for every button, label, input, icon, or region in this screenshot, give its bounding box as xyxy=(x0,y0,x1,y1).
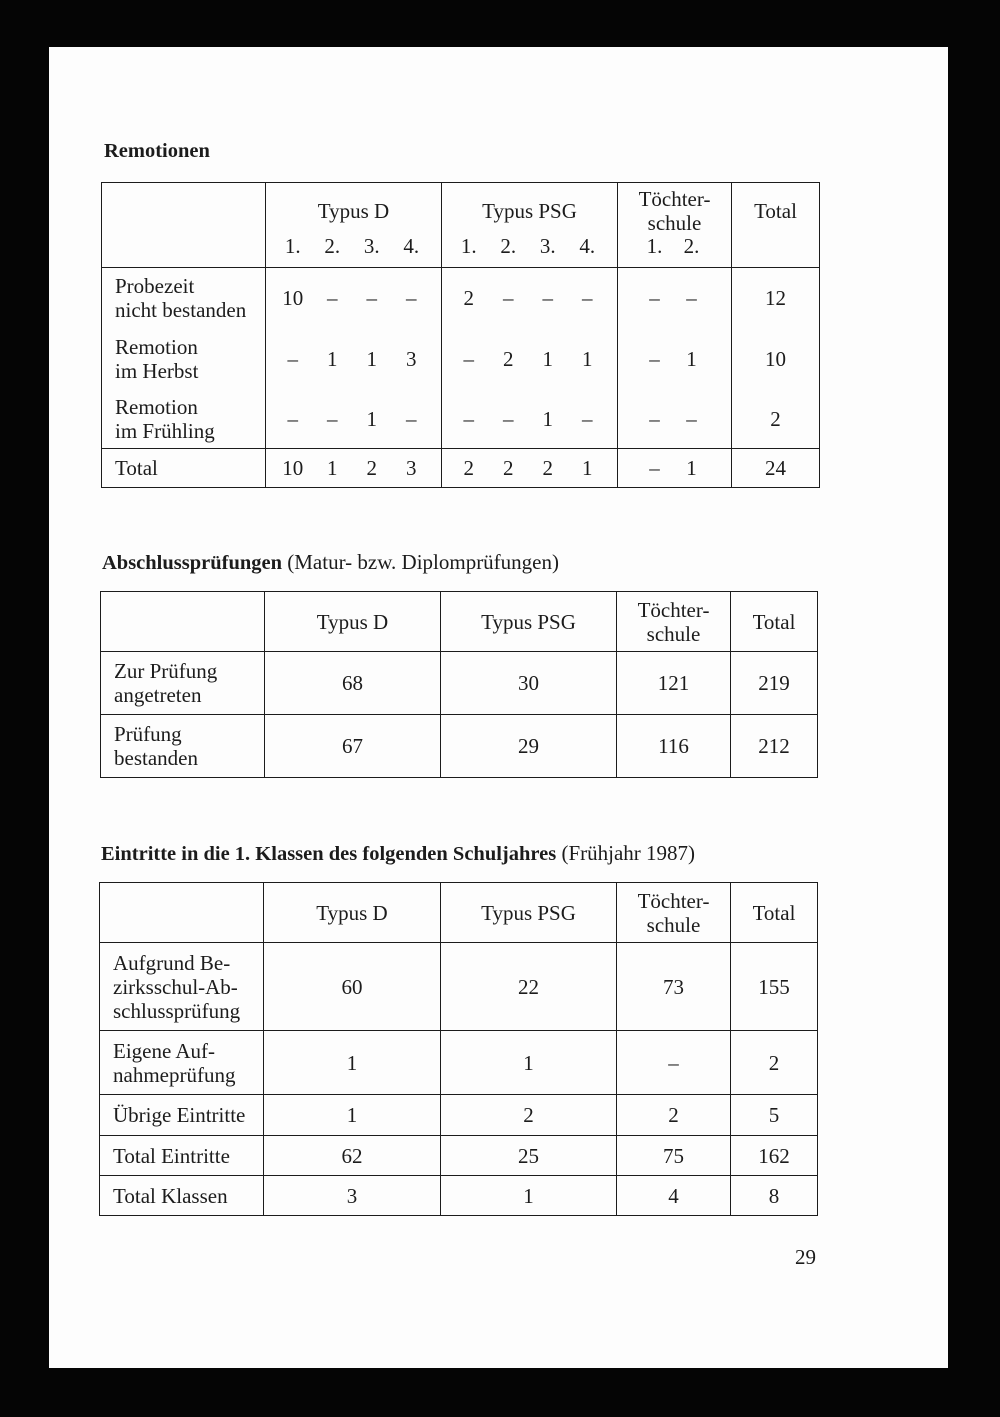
class-number: 4. xyxy=(579,233,596,258)
table-value: 3 xyxy=(406,346,417,371)
table-value: 1 xyxy=(327,456,338,480)
abschluss-header-corner xyxy=(101,592,265,652)
eintritte-row-label xyxy=(100,1031,264,1095)
remotionen-total-typus-d xyxy=(266,449,442,488)
remotionen-typus-psg-values xyxy=(442,268,618,328)
table-value: 3 xyxy=(406,456,417,480)
abschluss-row-label xyxy=(101,715,265,778)
row-label-line: Remotion xyxy=(115,334,198,359)
remotionen-row-total: 10 xyxy=(732,328,820,389)
table-value: 75 xyxy=(617,1136,731,1176)
table-value: 1 xyxy=(264,1031,441,1095)
eintritte-title: Eintritte in die 1. Klassen des folgenden Schuljahres xyxy=(101,843,557,865)
column-label-line: schule xyxy=(646,621,701,646)
table-value: – xyxy=(327,286,338,310)
row-label-line: nicht bestanden xyxy=(115,298,247,322)
table-value: 67 xyxy=(265,715,441,778)
abschlusspruefungen-heading xyxy=(102,550,559,575)
eintritte-table xyxy=(99,882,818,1216)
table-value: 212 xyxy=(731,715,818,778)
table-value: 4 xyxy=(617,1176,731,1216)
table-value: 1 xyxy=(366,346,377,371)
row-label-line: Probezeit xyxy=(115,274,195,298)
table-value: – xyxy=(287,406,298,431)
table-value: 62 xyxy=(264,1136,441,1176)
table-value: 2 xyxy=(542,456,553,480)
row-label-line: Total xyxy=(115,456,158,480)
value-group xyxy=(266,347,441,371)
table-value: – xyxy=(649,286,660,310)
page-number: 29 xyxy=(795,1245,816,1269)
remotionen-header-typus-psg xyxy=(442,183,618,268)
remotionen-header-typus-d xyxy=(266,183,442,268)
remotionen-typus-d-values xyxy=(266,268,442,328)
table-value: – xyxy=(649,406,660,431)
class-numbers xyxy=(266,234,441,258)
table-value: 2 xyxy=(503,346,514,371)
table-value: – xyxy=(327,406,338,431)
remotionen-toechterschule-values xyxy=(618,389,732,449)
eintritte-header-typus-d: Typus D xyxy=(264,883,441,943)
remotionen-toechterschule-values xyxy=(618,268,732,328)
table-value: – xyxy=(463,346,474,371)
table-value: 10 xyxy=(282,456,304,480)
table-value: – xyxy=(582,286,593,310)
row-label-line: Eigene Auf- xyxy=(113,1038,216,1063)
value-group xyxy=(266,407,441,431)
eintritte-heading xyxy=(101,841,695,866)
table-value: 5 xyxy=(731,1095,818,1136)
table-value: 68 xyxy=(265,652,441,715)
table-value: 2 xyxy=(463,286,474,310)
value-group xyxy=(442,456,617,480)
table-value: 1 xyxy=(542,346,553,371)
table-value: 29 xyxy=(441,715,617,778)
class-number: 2. xyxy=(324,233,341,258)
table-value: 2 xyxy=(366,456,377,480)
table-value: – xyxy=(649,456,660,480)
table-value: 219 xyxy=(731,652,818,715)
remotionen-row-label xyxy=(102,268,266,328)
table-value: 2 xyxy=(463,456,474,480)
value-group xyxy=(618,347,731,371)
row-label-line: Total Klassen xyxy=(113,1183,228,1208)
table-value: 3 xyxy=(264,1176,441,1216)
class-numbers xyxy=(442,234,617,258)
value-group xyxy=(618,456,731,480)
table-value: – xyxy=(406,406,417,431)
table-value: – xyxy=(686,406,697,431)
remotionen-table xyxy=(101,182,820,488)
table-value: 1 xyxy=(441,1031,617,1095)
table-value: 1 xyxy=(441,1176,617,1216)
column-group-label-line: schule xyxy=(647,210,702,235)
remotionen-header-total xyxy=(732,183,820,268)
abschlusspruefungen-table xyxy=(100,591,818,778)
column-label-line: Töchter- xyxy=(637,888,710,913)
class-number: 2. xyxy=(500,233,517,258)
class-number: 3. xyxy=(363,233,380,258)
row-label-line: Aufgrund Be- xyxy=(113,950,231,975)
class-number: 1. xyxy=(284,233,301,258)
eintritte-header-total: Total xyxy=(731,883,818,943)
table-value: 1 xyxy=(542,406,553,431)
table-value: 1 xyxy=(582,346,593,371)
eintritte-row-label xyxy=(100,943,264,1031)
table-value: 1 xyxy=(264,1095,441,1136)
row-label-line: Prüfung xyxy=(114,722,182,746)
remotionen-total-typus-psg xyxy=(442,449,618,488)
eintritte-row-label xyxy=(100,1176,264,1216)
remotionen-header-corner xyxy=(102,183,266,268)
table-value: 116 xyxy=(617,715,731,778)
table-value: 155 xyxy=(731,943,818,1031)
table-value: – xyxy=(582,406,593,431)
class-number: 3. xyxy=(539,233,556,258)
abschluss-header-toechterschule xyxy=(617,592,731,652)
value-group xyxy=(442,407,617,431)
table-value: 1 xyxy=(366,406,377,431)
table-value: – xyxy=(366,286,377,310)
row-label-line: Remotion xyxy=(115,394,198,419)
abschluss-header-total: Total xyxy=(731,592,818,652)
column-group-label: Typus D xyxy=(317,198,390,223)
column-group-label-line: Töchter- xyxy=(638,186,711,211)
table-value: – xyxy=(463,406,474,431)
abschluss-header-typus-psg: Typus PSG xyxy=(441,592,617,652)
column-label-line: schule xyxy=(646,912,701,937)
remotionen-header-toechterschule xyxy=(618,183,732,268)
table-value: – xyxy=(406,286,417,310)
row-label-line: bestanden xyxy=(114,746,198,770)
table-value: 30 xyxy=(441,652,617,715)
remotionen-typus-d-values xyxy=(266,389,442,449)
class-number: 1. xyxy=(460,233,477,258)
table-value: 1 xyxy=(686,346,697,371)
table-value: – xyxy=(503,286,514,310)
row-label-line: zirksschul-Ab- xyxy=(113,974,238,999)
remotionen-row-label xyxy=(102,328,266,389)
table-value: 2 xyxy=(441,1095,617,1136)
class-numbers xyxy=(618,234,731,258)
eintritte-header-corner xyxy=(100,883,264,943)
remotionen-row-total: 2 xyxy=(732,389,820,449)
class-number: 4. xyxy=(403,233,420,258)
table-value: 1 xyxy=(582,456,593,480)
column-label-line: Töchter- xyxy=(637,597,710,622)
value-group xyxy=(442,286,617,310)
remotionen-row-total: 12 xyxy=(732,268,820,328)
eintritte-subtitle: (Frühjahr 1987) xyxy=(561,841,696,865)
eintritte-header-typus-psg: Typus PSG xyxy=(441,883,617,943)
remotionen-typus-psg-values xyxy=(442,328,618,389)
row-label-line: nahmeprüfung xyxy=(113,1062,236,1087)
row-label-line: Total Eintritte xyxy=(113,1143,230,1168)
table-value: 10 xyxy=(282,286,304,310)
class-number: 1. xyxy=(646,233,663,258)
table-value: 2 xyxy=(503,456,514,480)
table-value: 73 xyxy=(617,943,731,1031)
abschluss-row-label xyxy=(101,652,265,715)
table-value: 2 xyxy=(731,1031,818,1095)
remotionen-toechterschule-values xyxy=(618,328,732,389)
class-number: 2. xyxy=(683,233,700,258)
table-value: – xyxy=(503,406,514,431)
row-label-line: im Frühling xyxy=(115,418,215,443)
remotionen-row-label xyxy=(102,389,266,449)
eintritte-row-label xyxy=(100,1095,264,1136)
value-group xyxy=(618,286,731,310)
value-group xyxy=(266,286,441,310)
abschluss-header-typus-d: Typus D xyxy=(265,592,441,652)
remotionen-typus-d-values xyxy=(266,328,442,389)
row-label-line: angetreten xyxy=(114,683,202,707)
table-value: 8 xyxy=(731,1176,818,1216)
row-label-line: Zur Prüfung xyxy=(114,659,218,683)
value-group xyxy=(266,456,441,480)
remotionen-total-toechterschule xyxy=(618,449,732,488)
remotionen-heading xyxy=(104,138,210,163)
table-value: 25 xyxy=(441,1136,617,1176)
table-value: – xyxy=(649,346,660,371)
column-group-label: Typus PSG xyxy=(482,198,577,223)
eintritte-row-label xyxy=(100,1136,264,1176)
table-value: 2 xyxy=(617,1095,731,1136)
table-value: – xyxy=(287,346,298,371)
remotionen-title: Remotionen xyxy=(104,140,210,162)
eintritte-header-toechterschule xyxy=(617,883,731,943)
table-value: – xyxy=(617,1031,731,1095)
table-value: 121 xyxy=(617,652,731,715)
abschlusspruefungen-title: Abschlussprüfungen xyxy=(102,552,283,574)
table-value: 60 xyxy=(264,943,441,1031)
value-group xyxy=(618,407,731,431)
row-label-line: Übrige Eintritte xyxy=(113,1103,246,1127)
row-label-line: im Herbst xyxy=(115,358,199,383)
table-value: 162 xyxy=(731,1136,818,1176)
value-group xyxy=(442,347,617,371)
remotionen-total-label xyxy=(102,449,266,488)
column-label: Total xyxy=(754,198,797,223)
table-value: – xyxy=(542,286,553,310)
abschlusspruefungen-subtitle: (Matur- bzw. Diplomprüfungen) xyxy=(287,550,559,574)
row-label-line: schlussprüfung xyxy=(113,998,241,1023)
table-value: 1 xyxy=(686,456,697,480)
remotionen-typus-psg-values xyxy=(442,389,618,449)
table-value: 22 xyxy=(441,943,617,1031)
remotionen-grand-total: 24 xyxy=(732,449,820,488)
table-value: 1 xyxy=(327,346,338,371)
table-value: – xyxy=(686,286,697,310)
